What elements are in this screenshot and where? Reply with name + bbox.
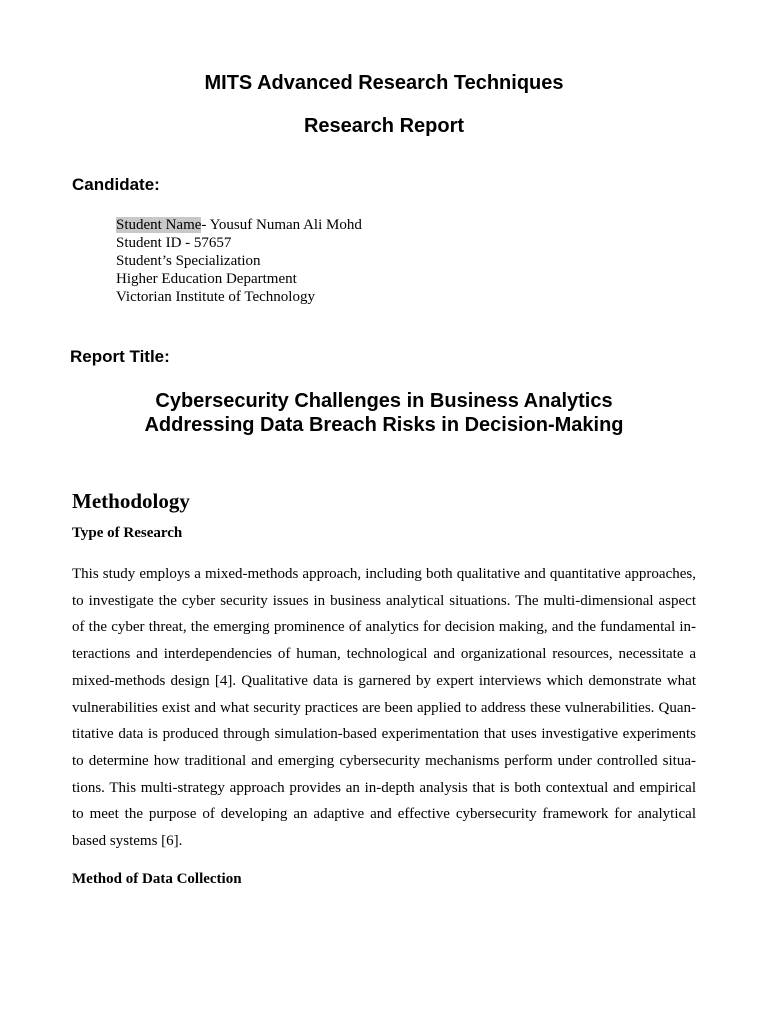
report-title-line-2: Addressing Data Breach Risks in Decision-Making xyxy=(144,414,624,436)
candidate-label: Candidate: xyxy=(72,175,160,194)
student-specialization-line: Student’s Specialization xyxy=(116,253,261,269)
data-collection-subheading: Method of Data Collection xyxy=(72,871,242,887)
candidate-details xyxy=(116,216,362,306)
methodology-paragraph: This study employs a mixed-methods approach, including both qualitative and quantitative approaches, to investigate the cyber security issues in business analytical situations. The multi-dimensional aspect of the cyber threat, the emerging prominence of analytics for decision making, and the fundamental interactions and interdependencies of human, technological and organizational resources, necessitate a mixed-methods design [4]. Qualitative data is garnered by expert interviews which demonstrate what vulnerabilities exist and what security practices are been applied to address these vulnerabilities. Quantitative data is produced through simulation-based experimentation that uses investigative experiments to determine how traditional and emerging cybersecurity mechanisms perform under controlled situations. This multi-strategy approach provides an in-depth analysis that is both contextual and empirical to meet the purpose of developing an adaptive and effective cybersecurity framework for analytical based systems [6]. xyxy=(72,566,696,850)
institute-line: Victorian Institute of Technology xyxy=(116,289,315,305)
report-title xyxy=(0,389,768,437)
report-heading: Research Report xyxy=(303,115,465,137)
report-title-line-1: Cybersecurity Challenges in Business Analytics xyxy=(155,390,613,412)
methodology-heading: Methodology xyxy=(72,489,190,513)
student-name-field-label: Student Name xyxy=(116,217,202,233)
student-name-line xyxy=(116,216,362,234)
student-name-value: - Yousuf Numan Ali Mohd xyxy=(201,217,362,233)
type-of-research-subheading: Type of Research xyxy=(72,525,183,541)
report-title-label: Report Title: xyxy=(70,347,170,366)
course-title: MITS Advanced Research Techniques xyxy=(204,72,564,94)
department-line: Higher Education Department xyxy=(116,271,297,287)
student-id-line: Student ID - 57657 xyxy=(116,235,232,251)
